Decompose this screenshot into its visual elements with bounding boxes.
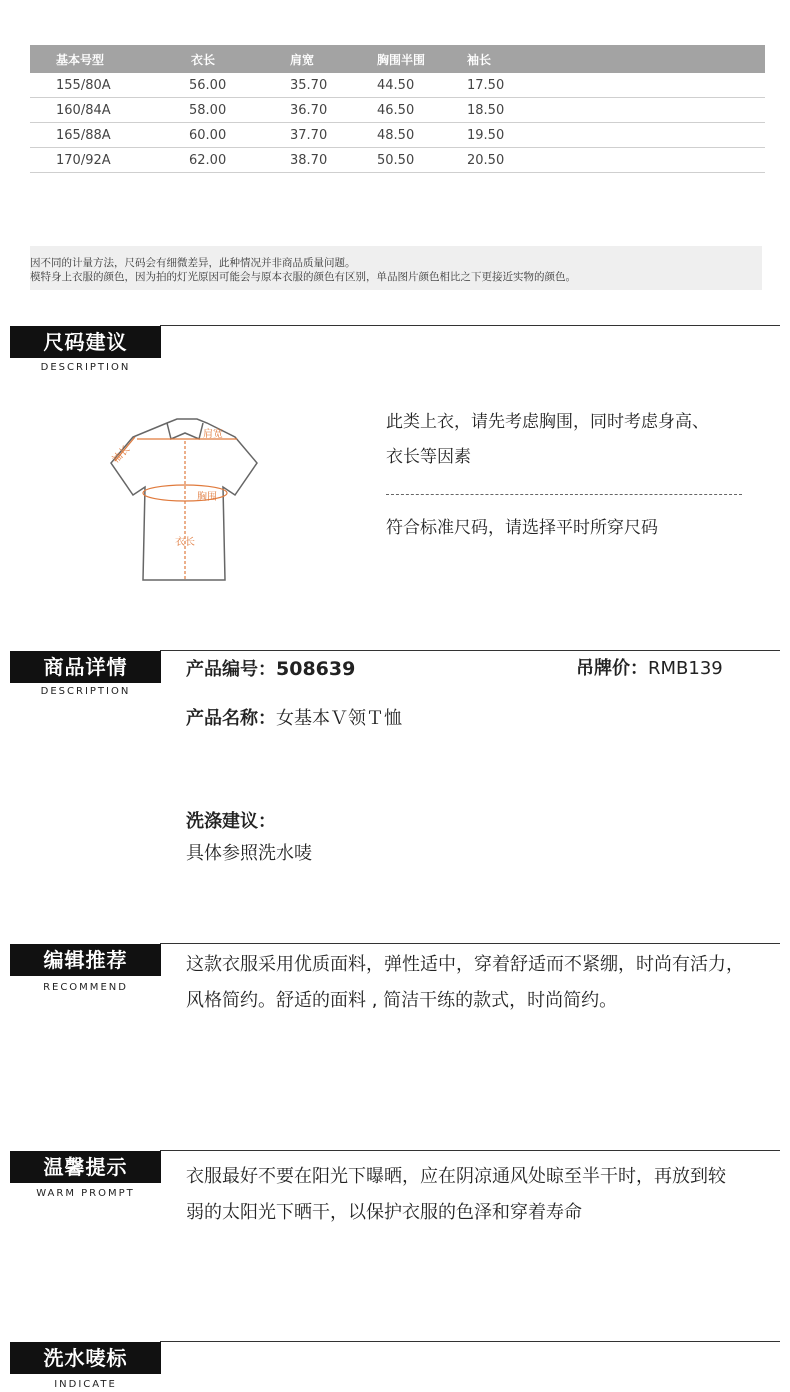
product-name bbox=[186, 701, 402, 737]
size-table-header: 肩宽 bbox=[290, 45, 377, 73]
table-cell: 62.00 bbox=[189, 148, 290, 173]
size-advice-line: 此类上衣，请先考虑胸围，同时考虑身高、 bbox=[386, 412, 709, 432]
section-divider bbox=[160, 1341, 780, 1342]
table-cell: 46.50 bbox=[377, 98, 467, 123]
section-title-product-details: 商品详情 bbox=[10, 651, 161, 683]
size-table-header: 胸围半围 bbox=[377, 45, 467, 73]
recommend-line: 这款衣服采用优质面料，弹性适中，穿着舒适而不紧绷，时尚有活力， bbox=[186, 954, 744, 975]
table-row bbox=[30, 148, 765, 173]
size-advice-text-2: 符合标准尺码，请选择平时所穿尺码 bbox=[386, 518, 658, 538]
size-advice-line: 衣长等因素 bbox=[386, 447, 471, 467]
dashed-divider bbox=[386, 494, 742, 495]
table-cell: 155/80A bbox=[30, 73, 189, 98]
table-cell: 50.50 bbox=[377, 148, 467, 173]
section-divider bbox=[160, 943, 780, 944]
table-cell: 19.50 bbox=[467, 123, 765, 148]
table-cell: 38.70 bbox=[290, 148, 377, 173]
warm-prompt-line: 衣服最好不要在阳光下曝晒，应在阴凉通风处晾至半干时，再放到较 bbox=[186, 1166, 726, 1187]
table-row bbox=[30, 98, 765, 123]
size-table-header: 基本号型 bbox=[30, 45, 189, 73]
table-cell: 56.00 bbox=[189, 73, 290, 98]
product-name-value: 女基本Ｖ领Ｔ恤 bbox=[276, 708, 402, 729]
note-line: 因不同的计量方法，尺码会有细微差异，此种情况并非商品质量问题。 bbox=[30, 257, 356, 269]
tshirt-outline bbox=[111, 419, 257, 580]
table-cell: 17.50 bbox=[467, 73, 765, 98]
section-subtitle: DESCRIPTION bbox=[40, 686, 131, 697]
section-title-recommend: 编辑推荐 bbox=[10, 944, 161, 976]
table-cell: 20.50 bbox=[467, 148, 765, 173]
recommend-text bbox=[186, 947, 776, 1019]
section-title-warm-prompt: 温馨提示 bbox=[10, 1151, 161, 1183]
tshirt-measurement-diagram bbox=[105, 415, 265, 587]
table-cell: 37.70 bbox=[290, 123, 377, 148]
note-line: 模特身上衣服的颜色，因为拍的灯光原因可能会与原本衣服的颜色有区别，单品图片颜色相比之下更接近实物的颜色。 bbox=[30, 271, 576, 283]
table-cell: 36.70 bbox=[290, 98, 377, 123]
section-subtitle: RECOMMEND bbox=[43, 982, 128, 993]
size-advice-text bbox=[386, 405, 709, 475]
table-cell: 170/92A bbox=[30, 148, 189, 173]
tag-price bbox=[576, 651, 723, 687]
section-subtitle: WARM PROMPT bbox=[36, 1188, 135, 1199]
size-table bbox=[30, 45, 765, 173]
table-cell: 48.50 bbox=[377, 123, 467, 148]
table-cell: 160/84A bbox=[30, 98, 189, 123]
warm-prompt-text bbox=[186, 1159, 776, 1231]
product-name-label: 产品名称： bbox=[186, 708, 276, 729]
chest-label: 胸围 bbox=[197, 492, 217, 503]
table-cell: 35.70 bbox=[290, 73, 377, 98]
table-row bbox=[30, 123, 765, 148]
table-cell: 165/88A bbox=[30, 123, 189, 148]
tag-price-label: 吊牌价： bbox=[576, 658, 648, 679]
size-table-header-row bbox=[30, 45, 765, 73]
tag-price-value: RMB139 bbox=[648, 658, 723, 679]
shoulder-label: 肩宽 bbox=[203, 429, 223, 440]
table-cell: 60.00 bbox=[189, 123, 290, 148]
section-divider bbox=[160, 325, 780, 326]
section-subtitle: DESCRIPTION bbox=[40, 362, 131, 373]
table-cell: 18.50 bbox=[467, 98, 765, 123]
table-row bbox=[30, 73, 765, 98]
size-table-header: 衣长 bbox=[189, 45, 290, 73]
section-divider bbox=[160, 1150, 780, 1151]
table-cell: 58.00 bbox=[189, 98, 290, 123]
warm-prompt-line: 弱的太阳光下晒干，以保护衣服的色泽和穿着寿命 bbox=[186, 1202, 582, 1223]
measurement-note bbox=[30, 246, 762, 290]
wash-value: 具体参照洗水唛 bbox=[186, 843, 312, 864]
recommend-line: 风格简约。舒适的面料 , 简洁干练的款式，时尚简约。 bbox=[186, 990, 618, 1011]
product-code-value: 508639 bbox=[276, 658, 356, 680]
product-code-label: 产品编号： bbox=[186, 659, 276, 680]
length-label: 衣长 bbox=[175, 537, 195, 548]
wash-label: 洗涤建议： bbox=[186, 811, 276, 832]
sleeve-label: 袖长 bbox=[110, 443, 133, 466]
size-table-header: 袖长 bbox=[467, 45, 765, 73]
product-code bbox=[186, 651, 355, 688]
section-title-size-advice: 尺码建议 bbox=[10, 326, 161, 358]
table-cell: 44.50 bbox=[377, 73, 467, 98]
section-subtitle: INDICATE bbox=[54, 1379, 117, 1390]
section-title-indicate: 洗水唛标 bbox=[10, 1342, 161, 1374]
